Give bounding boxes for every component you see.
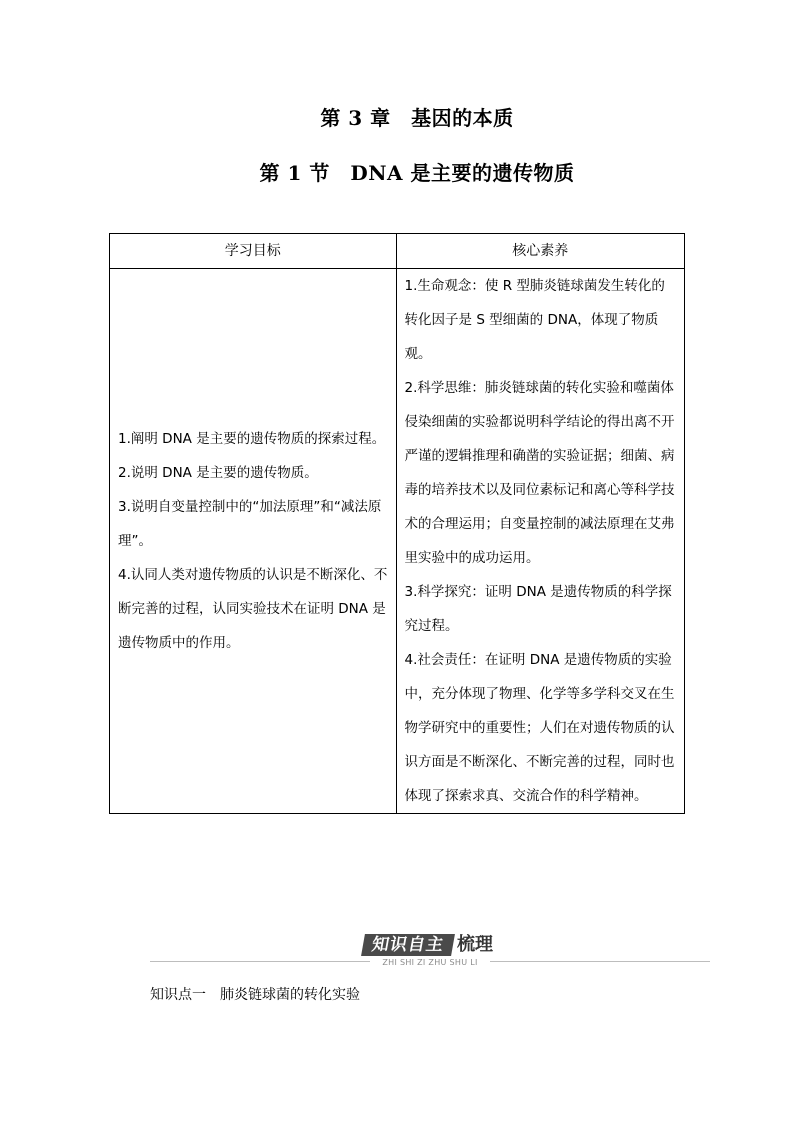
table-row <box>110 269 685 814</box>
banner-tail: 梳理 <box>457 934 493 955</box>
goals-table <box>109 233 685 814</box>
learning-goals-cell <box>110 269 397 814</box>
table-header-row <box>110 234 685 269</box>
core-literacy-cell <box>396 269 684 814</box>
learning-goal-item: 4.认同人类对遗传物质的认识是不断深化、不断完善的过程，认同实验技术在证明 DNA 是遗传物质中的作用。 <box>118 567 388 651</box>
core-literacy-item: 2.科学思维：肺炎链球菌的转化实验和噬菌体侵染细菌的实验都说明科学结论的得出离不开严谨的逻辑推理和确凿的实验证据；细菌、病毒的培养技术以及同位素标记和离心等科学技术的合理运用；自变量控制的减法原理在艾弗里实验中的成功运用。 <box>404 380 675 566</box>
banner-highlight: 知识自主 <box>361 934 455 956</box>
header-core-literacy: 核心素养 <box>396 234 684 269</box>
section-banner <box>150 930 710 970</box>
learning-goal-item: 1.阐明 DNA 是主要的遗传物质的探索过程。 <box>118 431 386 447</box>
learning-goal-item: 3.说明自变量控制中的“加法原理”和“减法原理”。 <box>118 499 382 549</box>
learning-goal-item: 2.说明 DNA 是主要的遗传物质。 <box>118 465 318 481</box>
knowledge-point-heading: 知识点一 肺炎链球菌的转化实验 <box>150 987 360 1003</box>
core-literacy-item: 1.生命观念：使 R 型肺炎链球菌发生转化的转化因子是 S 型细菌的 DNA，体现了物质观。 <box>404 278 665 362</box>
core-literacy-item: 3.科学探究：证明 DNA 是遗传物质的科学探究过程。 <box>404 584 672 634</box>
banner-pinyin: ZHI SHI ZI ZHU SHU LI <box>370 958 490 967</box>
chapter-title: 第 3 章 基因的本质 <box>320 106 514 130</box>
core-literacy-item: 4.社会责任：在证明 DNA 是遗传物质的实验中，充分体现了物理、化学等多学科交叉在生物学研究中的重要性；人们在对遗传物质的认识方面是不断深化、不断完善的过程，同时也体现了探索求真、交流合作的科学精神。 <box>404 652 675 804</box>
section-title: 第 1 节 DNA 是主要的遗传物质 <box>259 161 575 185</box>
header-learning-goals: 学习目标 <box>110 234 397 269</box>
